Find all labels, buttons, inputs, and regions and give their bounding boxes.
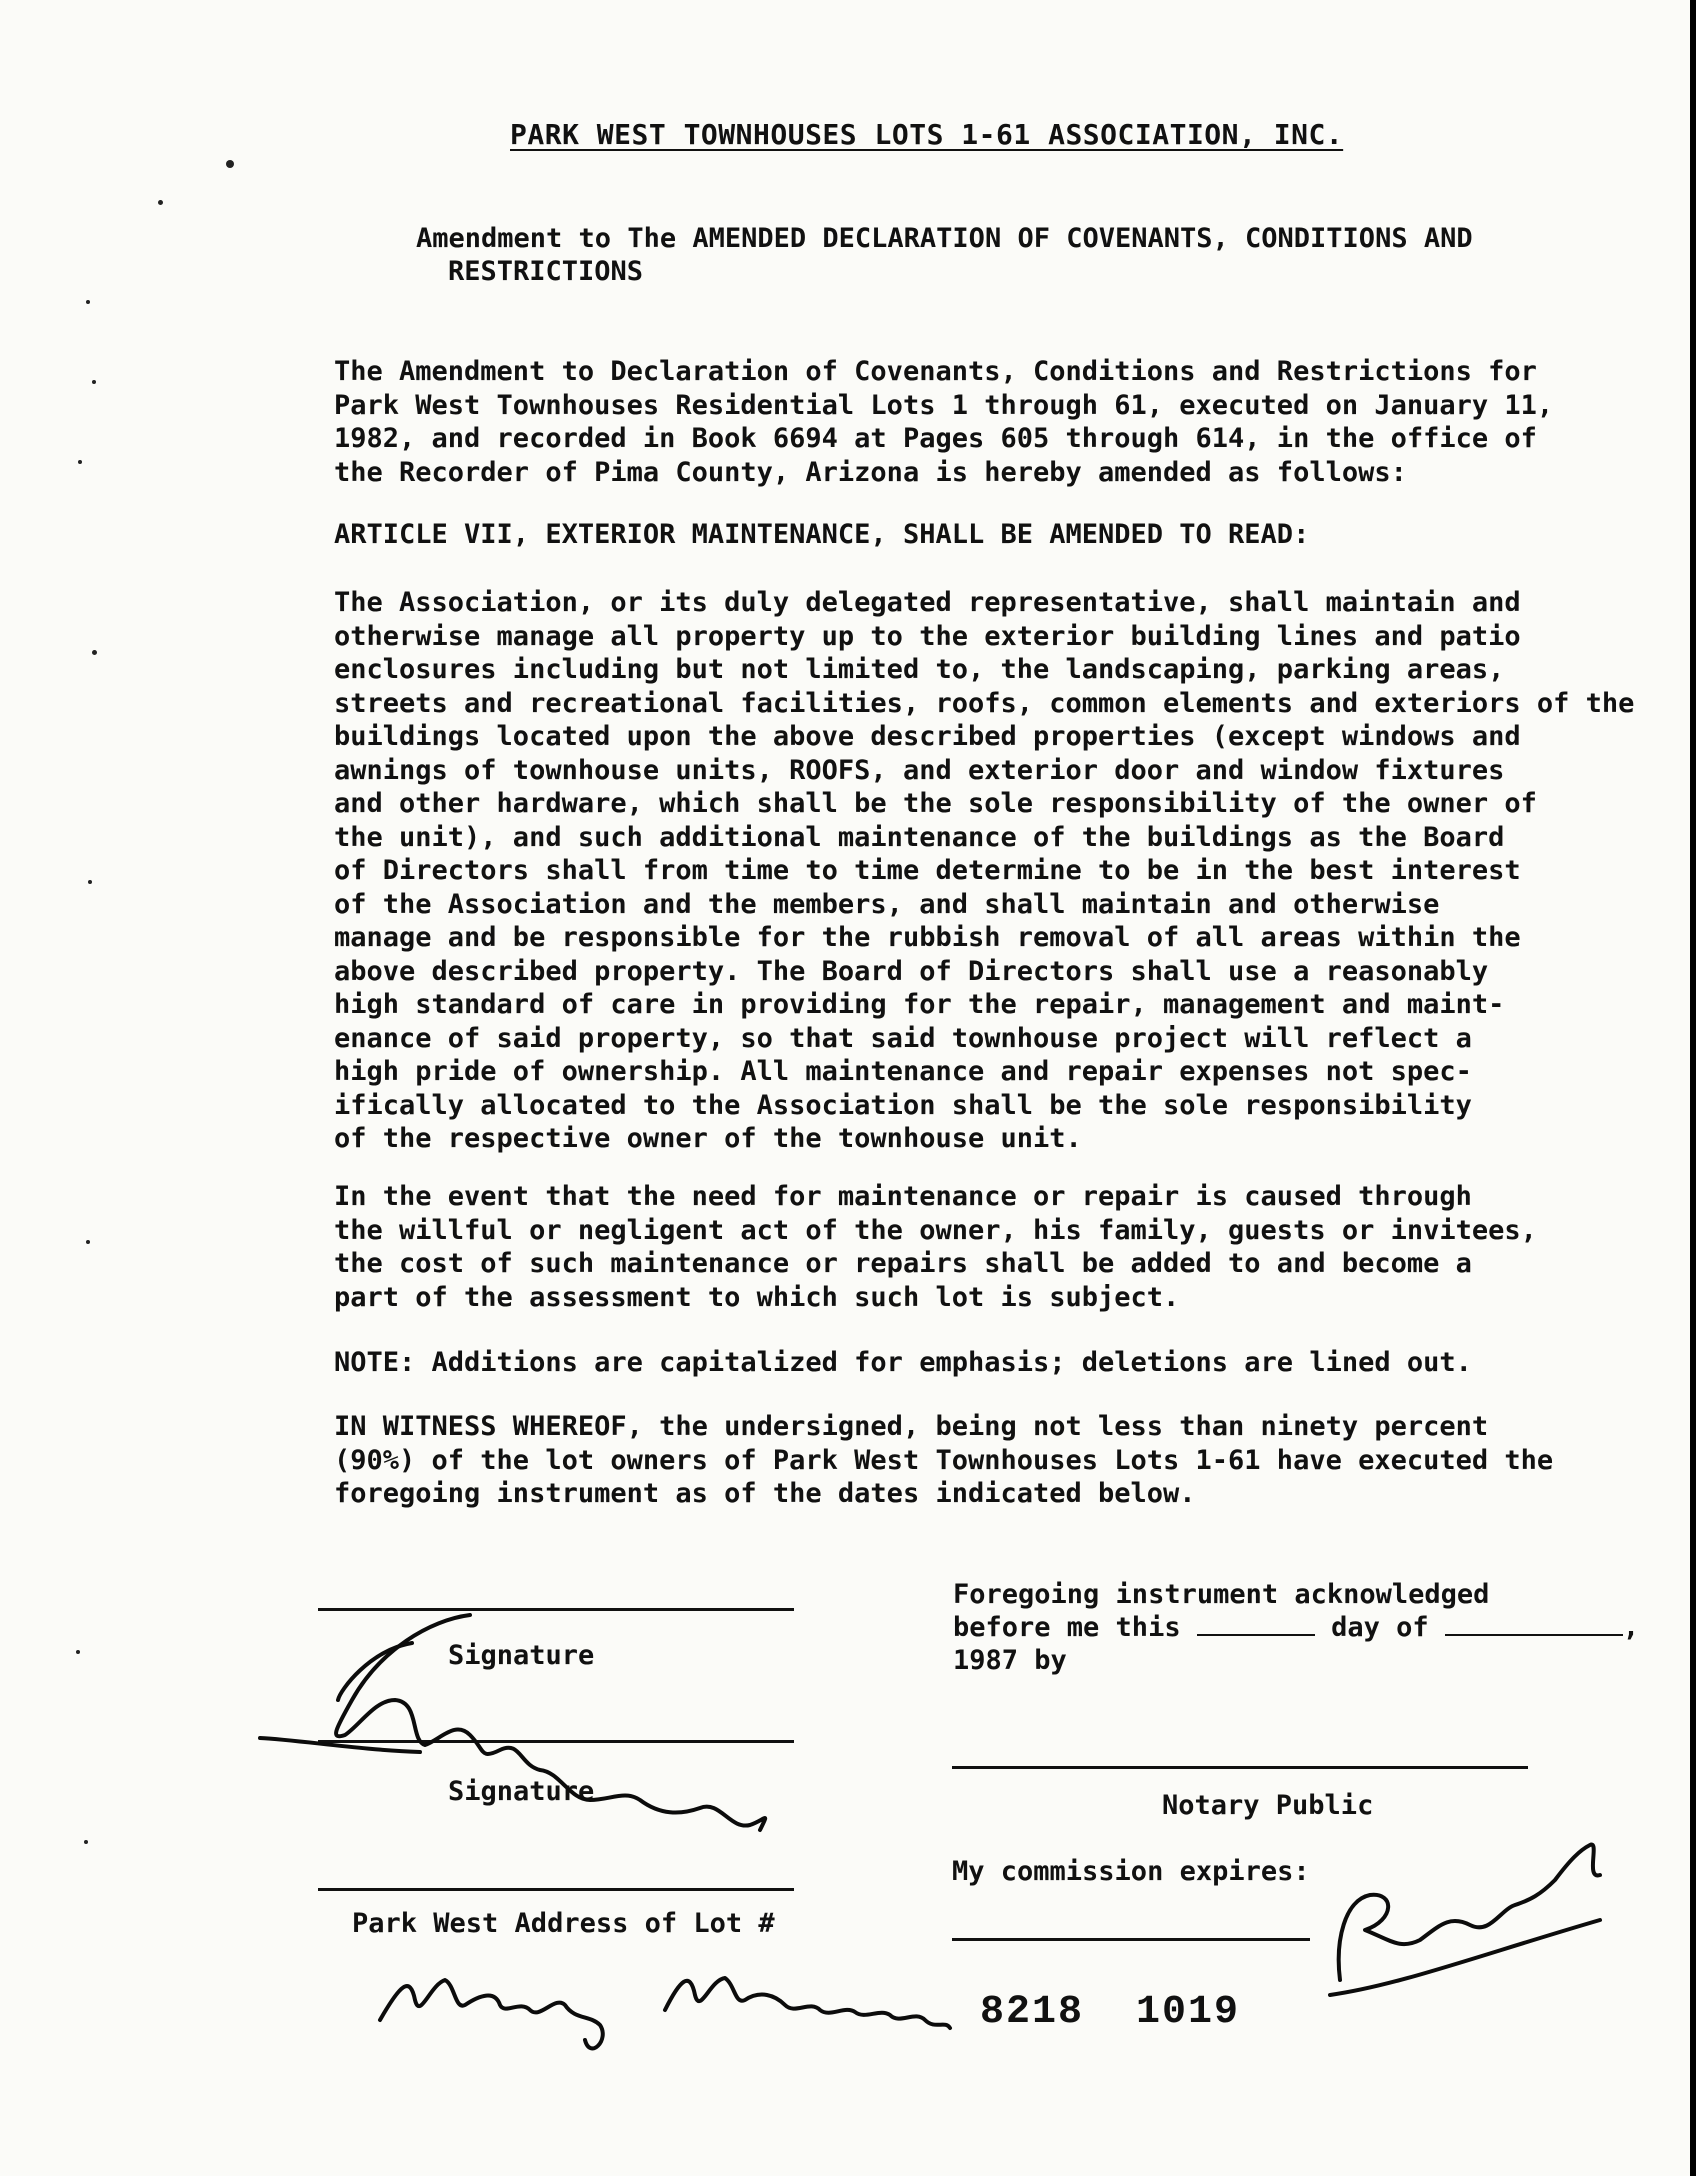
note-line: NOTE: Additions are capitalized for emphasis; deletions are lined out.	[334, 1347, 1472, 1378]
article-line: high pride of ownership. All maintenance and repair expenses not spec-	[334, 1056, 1472, 1087]
scan-speck	[92, 650, 97, 655]
scan-speck	[86, 1240, 90, 1244]
article-line: manage and be responsible for the rubbish removal of all areas within the	[334, 922, 1521, 953]
article-line: and other hardware, which shall be the sole responsibility of the owner of	[334, 788, 1537, 819]
intro-line: The Amendment to Declaration of Covenants, Conditions and Restrictions for	[334, 356, 1537, 387]
scan-speck	[76, 1650, 80, 1654]
notary-public-label: Notary Public	[1162, 1790, 1374, 1821]
article-line: of Directors shall from time to time determine to be in the best interest	[334, 855, 1521, 886]
witness-line: foregoing instrument as of the dates indicated below.	[334, 1478, 1196, 1509]
scan-speck	[158, 200, 163, 205]
scan-speck	[88, 880, 92, 884]
event-line: the willful or negligent act of the owner, his family, guests or invitees,	[334, 1214, 1537, 1246]
article-line: the unit), and such additional maintenance of the buildings as the Board	[334, 821, 1505, 853]
article-line: enclosures including but not limited to, the landscaping, parking areas,	[334, 654, 1505, 685]
article-line: otherwise manage all property up to the exterior building lines and patio	[334, 620, 1521, 652]
amendment-heading-line-1: Amendment to The AMENDED DECLARATION OF COVENANTS, CONDITIONS AND	[416, 223, 1473, 254]
handwritten-signature-2	[380, 1978, 950, 2048]
scan-speck	[86, 300, 90, 304]
notary-line-1: Foregoing instrument acknowledged	[953, 1579, 1490, 1610]
notary-before-me: before me this	[953, 1612, 1181, 1643]
event-line: part of the assessment to which such lot is subject.	[334, 1281, 1180, 1313]
commission-expires-label: My commission expires:	[952, 1856, 1310, 1887]
intro-line: 1982, and recorded in Book 6694 at Pages 605 through 614, in the office of	[334, 423, 1537, 454]
witness-line: IN WITNESS WHEREOF, the undersigned, being not less than ninety percent	[334, 1411, 1489, 1442]
document-number-book: 8218	[980, 1990, 1085, 2035]
scan-speck	[92, 380, 96, 384]
notary-comma: ,	[1622, 1612, 1640, 1643]
article-line: streets and recreational facilities, roofs, common elements and exteriors of the	[334, 687, 1635, 719]
article-line: of the Association and the members, and shall maintain and otherwise	[334, 888, 1440, 920]
article-line: enance of said property, so that said townhouse project will reflect a	[334, 1022, 1472, 1054]
article-line: buildings located upon the above described properties (except windows and	[334, 721, 1521, 752]
signature-label-2: Signature	[448, 1776, 595, 1807]
intro-line: the Recorder of Pima County, Arizona is hereby amended as follows:	[334, 456, 1407, 488]
scan-speck	[226, 160, 234, 168]
amendment-heading-line-2: RESTRICTIONS	[448, 256, 644, 287]
scan-speck	[78, 460, 82, 464]
article-line: high standard of care in providing for the repair, management and maint-	[334, 989, 1505, 1020]
document-number-page: 1019	[1136, 1990, 1241, 2035]
signature-label-1: Signature	[448, 1640, 595, 1671]
article-line: of the respective owner of the townhouse unit.	[334, 1123, 1082, 1154]
notary-line-3: 1987 by	[953, 1645, 1067, 1676]
document-title: PARK WEST TOWNHOUSES LOTS 1-61 ASSOCIATION, INC.	[510, 118, 1344, 151]
event-line: In the event that the need for maintenance or repair is caused through	[334, 1181, 1472, 1212]
address-label: Park West Address of Lot #	[352, 1908, 775, 1939]
article-line: awnings of townhouse units, ROOFS, and exterior door and window fixtures	[334, 754, 1505, 786]
handwritten-signature-3	[1330, 1845, 1600, 1995]
article-line: The Association, or its duly delegated representative, shall maintain and	[334, 587, 1521, 618]
article-line: ifically allocated to the Association shall be the sole responsibility	[334, 1089, 1472, 1121]
notary-day-of: day of	[1331, 1612, 1429, 1643]
article-heading: ARTICLE VII, EXTERIOR MAINTENANCE, SHALL BE AMENDED TO READ:	[334, 519, 1310, 550]
article-line: above described property. The Board of Directors shall use a reasonably	[334, 955, 1489, 987]
event-line: the cost of such maintenance or repairs shall be added to and become a	[334, 1248, 1472, 1279]
scan-speck	[84, 1840, 88, 1844]
witness-line: (90%) of the lot owners of Park West Townhouses Lots 1-61 have executed the	[334, 1444, 1554, 1476]
intro-line: Park West Townhouses Residential Lots 1 through 61, executed on January 11,	[334, 389, 1554, 421]
